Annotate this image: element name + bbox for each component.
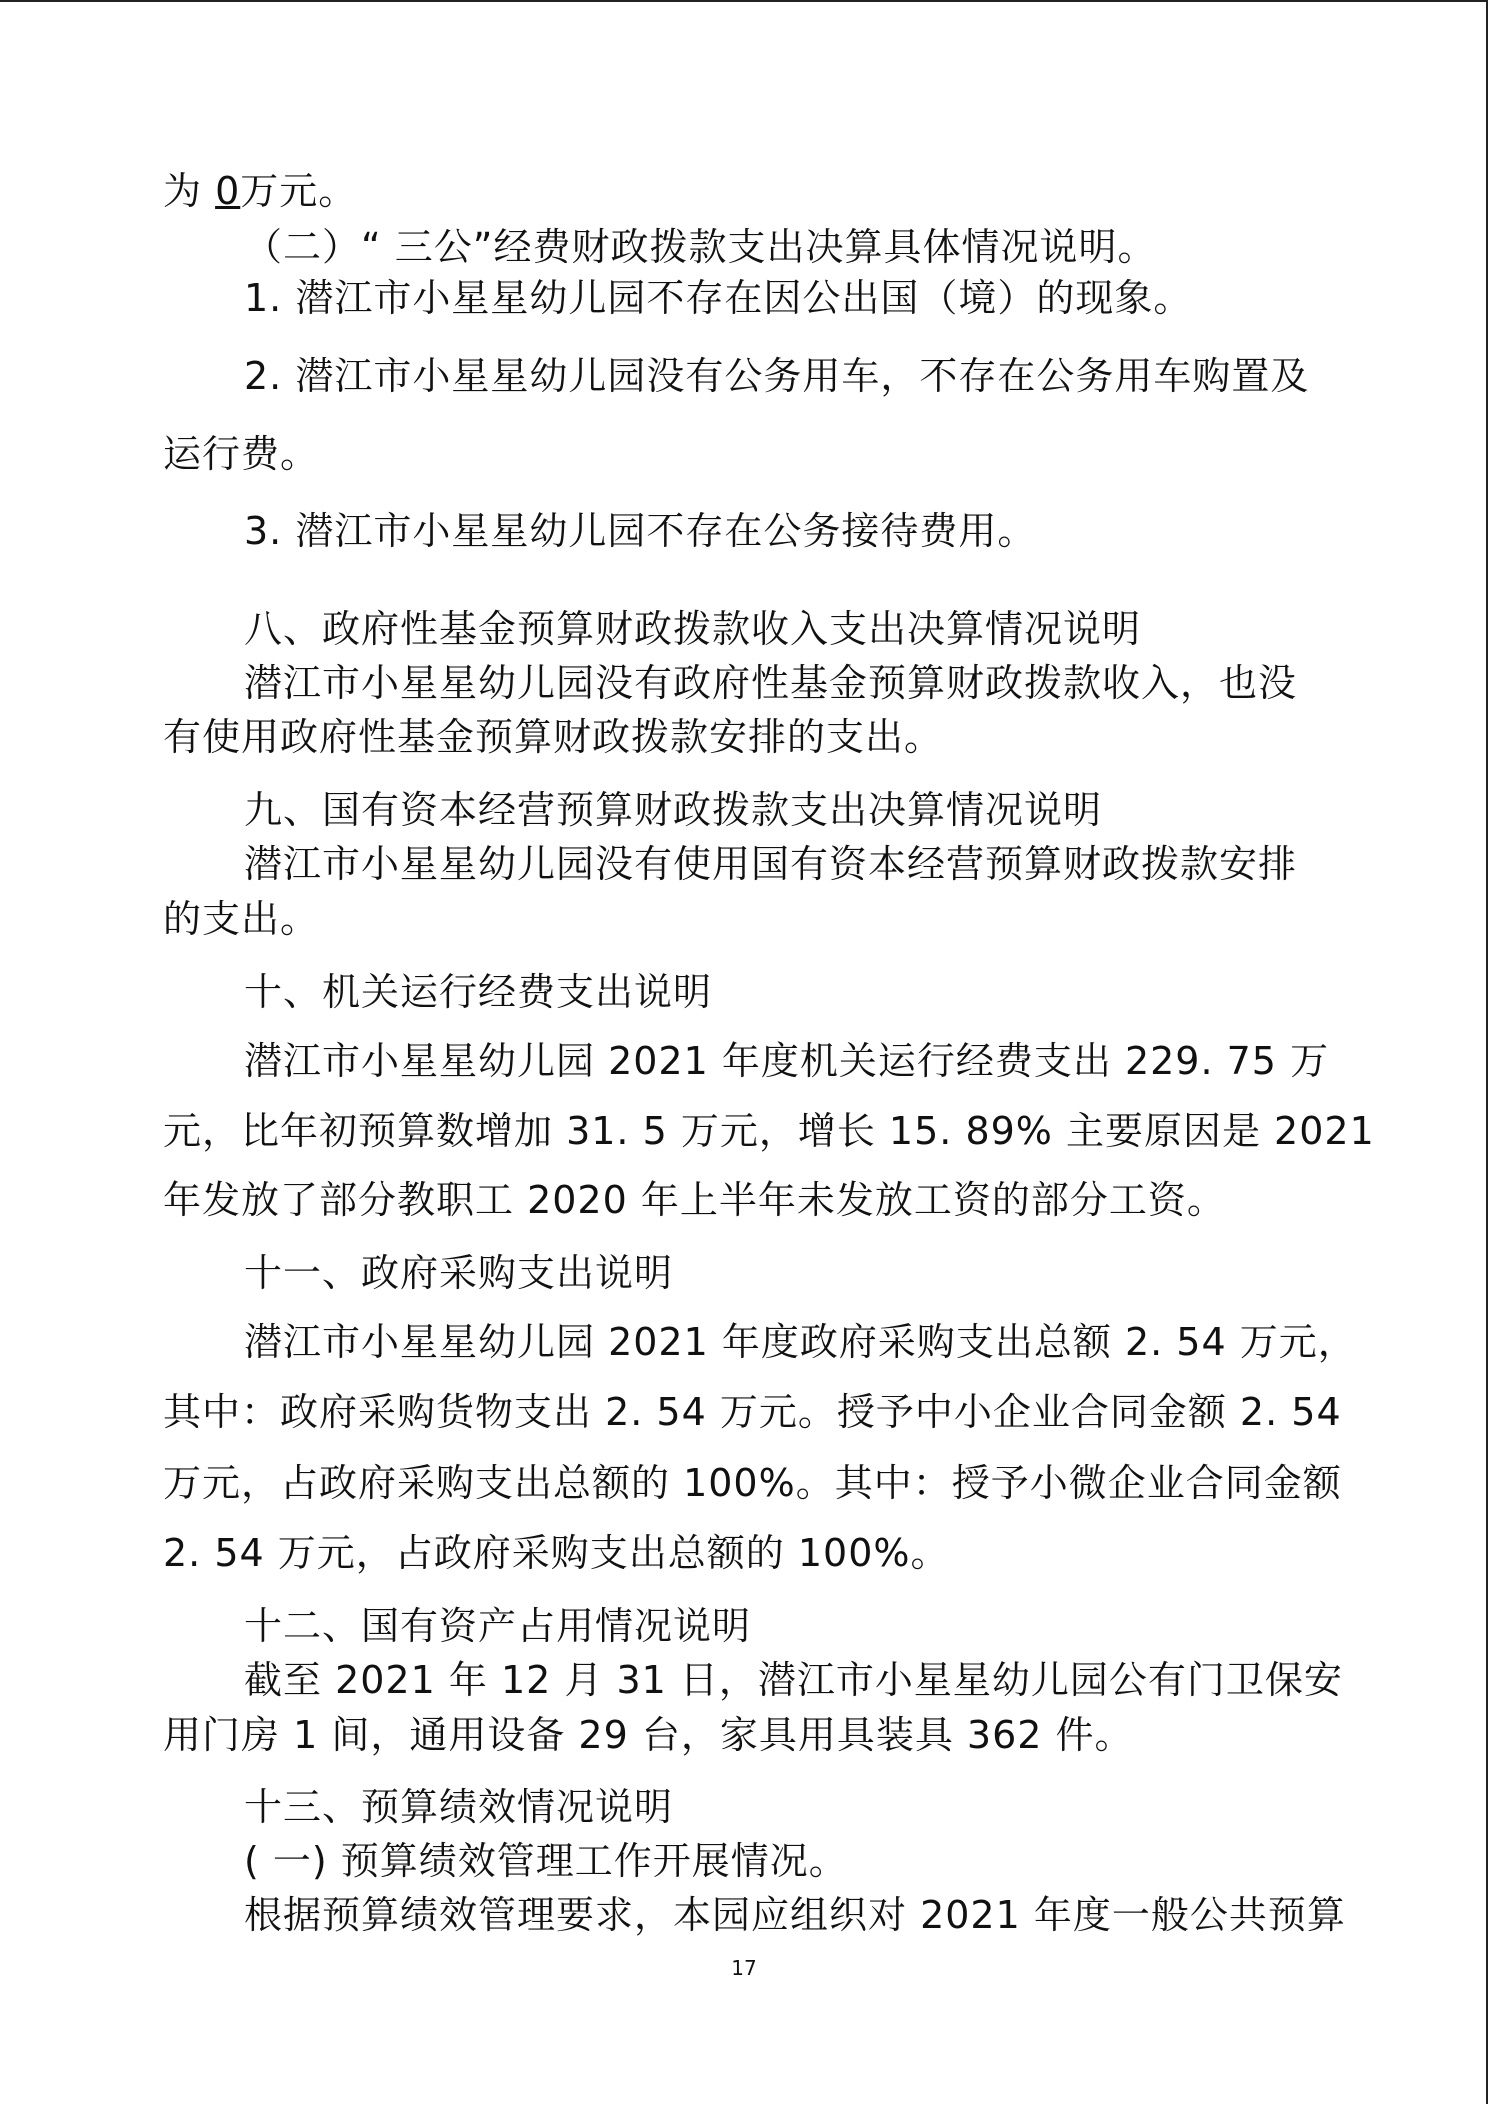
page-border-top [0,0,1488,2]
text-line: 运行费。 [163,432,320,476]
list-item-2: 2. 潜江市小星星幼儿园没有公务用车，不存在公务用车购置及 [244,354,1310,398]
amount-value: 0 [215,169,241,213]
section-heading-8: 八、政府性基金预算财政拨款收入支出决算情况说明 [244,607,1142,651]
section-heading-12: 十二、国有资产占用情况说明 [244,1604,752,1648]
paragraph-line: 用门房 1 间，通用设备 29 台，家具用具装具 362 件。 [163,1713,1134,1757]
paragraph-line: 潜江市小星星幼儿园没有使用国有资本经营预算财政拨款安排 [244,842,1298,886]
paragraph-line: 2. 54 万元，占政府采购支出总额的 100%。 [163,1531,950,1575]
text-prefix: 为 [163,169,216,213]
text-line [163,167,1343,215]
subsection-heading: ( 一) 预算绩效管理工作开展情况。 [244,1839,848,1883]
section-heading-9: 九、国有资本经营预算财政拨款支出决算情况说明 [244,788,1103,832]
paragraph-line: 元，比年初预算数增加 31. 5 万元，增长 15. 89% 主要原因是 2021 [163,1109,1375,1153]
paragraph-line: 根据预算绩效管理要求，本园应组织对 2021 年度一般公共预算 [244,1893,1346,1937]
section-subheading: （二）“ 三公”经费财政拨款支出决算具体情况说明。 [244,225,1157,269]
page-number: 17 [731,1956,757,1980]
paragraph-line: 截至 2021 年 12 月 31 日，潜江市小星星幼儿园公有门卫保安 [244,1658,1343,1702]
text-suffix: 万元。 [240,169,358,213]
paragraph-line: 潜江市小星星幼儿园 2021 年度机关运行经费支出 229. 75 万 [244,1039,1330,1083]
paragraph-line: 年发放了部分教职工 2020 年上半年未发放工资的部分工资。 [163,1178,1226,1222]
list-item-3: 3. 潜江市小星星幼儿园不存在公务接待费用。 [244,509,1037,553]
paragraph-line: 潜江市小星星幼儿园 2021 年度政府采购支出总额 2. 54 万元， [244,1320,1357,1364]
list-item-1: 1. 潜江市小星星幼儿园不存在因公出国（境）的现象。 [244,276,1193,320]
paragraph-line: 有使用政府性基金预算财政拨款安排的支出。 [163,715,944,759]
paragraph-line: 潜江市小星星幼儿园没有政府性基金预算财政拨款收入，也没 [244,661,1298,705]
section-heading-10: 十、机关运行经费支出说明 [244,970,713,1014]
section-heading-13: 十三、预算绩效情况说明 [244,1785,674,1829]
paragraph-line: 其中：政府采购货物支出 2. 54 万元。授予中小企业合同金额 2. 54 [163,1390,1342,1434]
paragraph-line: 的支出。 [163,897,320,941]
paragraph-line: 万元，占政府采购支出总额的 100%。其中：授予小微企业合同金额 [163,1461,1342,1505]
section-heading-11: 十一、政府采购支出说明 [244,1251,674,1295]
